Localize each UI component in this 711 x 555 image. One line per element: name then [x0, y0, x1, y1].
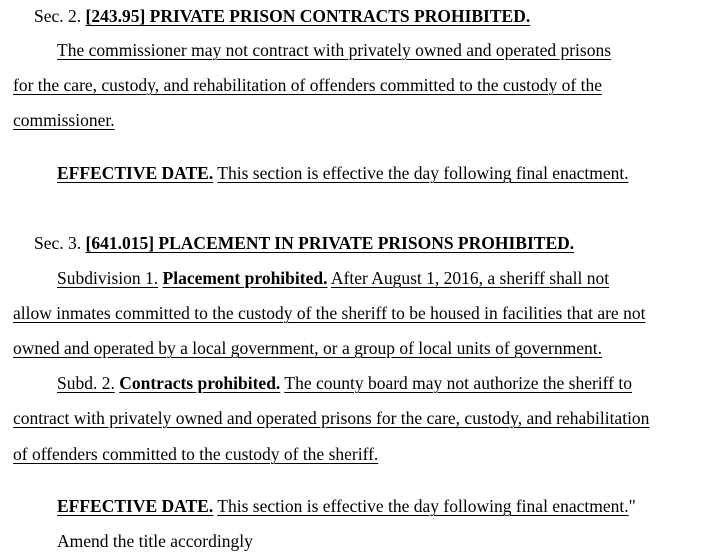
effective-date-label: EFFECTIVE DATE.	[57, 163, 214, 183]
subd1-text: After August 1, 2016, a sheriff shall not	[330, 268, 610, 288]
effective-date-label: EFFECTIVE DATE.	[57, 496, 214, 516]
sec3-effective-date	[57, 496, 636, 516]
sec2-text-line: commissioner.	[13, 110, 115, 130]
subd2-text-line: of offenders committed to the custody of the sheriff.	[13, 444, 379, 464]
subd2-title: Contracts prohibited.	[119, 373, 281, 393]
subd2-label: Subd. 2.	[57, 373, 115, 393]
subd1-label: Subdivision 1.	[57, 268, 159, 288]
subd2-first-line	[57, 373, 632, 393]
subd2-text: The county board may not authorize the sheriff to	[284, 373, 632, 393]
sec2-label: Sec. 2.	[34, 6, 82, 26]
subd1-text-line: owned and operated by a local government, or a group of local units of government.	[13, 338, 602, 358]
subd2-text-line: contract with privately owned and operated prisons for the care, custody, and rehabilitation	[13, 408, 650, 428]
sec3-label: Sec. 3.	[34, 233, 82, 253]
subd1-title: Placement prohibited.	[162, 268, 328, 288]
effective-date-text: This section is effective the day following final enactment.	[217, 163, 629, 183]
closing-quote: "	[628, 496, 636, 516]
amend-title-instruction: Amend the title accordingly	[57, 531, 253, 551]
sec2-text-line: for the care, custody, and rehabilitation of offenders committed to the custody of the	[13, 75, 602, 95]
sec2-heading: [243.95] PRIVATE PRISON CONTRACTS PROHIBITED.	[85, 6, 531, 26]
sec3-heading-line	[34, 233, 574, 253]
subd1-first-line	[57, 268, 609, 288]
sec2-heading-line	[34, 6, 530, 26]
sec2-text-line: The commissioner may not contract with privately owned and operated prisons	[57, 40, 612, 60]
effective-date-text: This section is effective the day following final enactment.	[217, 496, 629, 516]
sec3-heading: [641.015] PLACEMENT IN PRIVATE PRISONS PROHIBITED.	[85, 233, 575, 253]
sec2-effective-date	[57, 163, 629, 183]
subd1-text-line: allow inmates committed to the custody of the sheriff to be housed in facilities that are not	[13, 303, 646, 323]
